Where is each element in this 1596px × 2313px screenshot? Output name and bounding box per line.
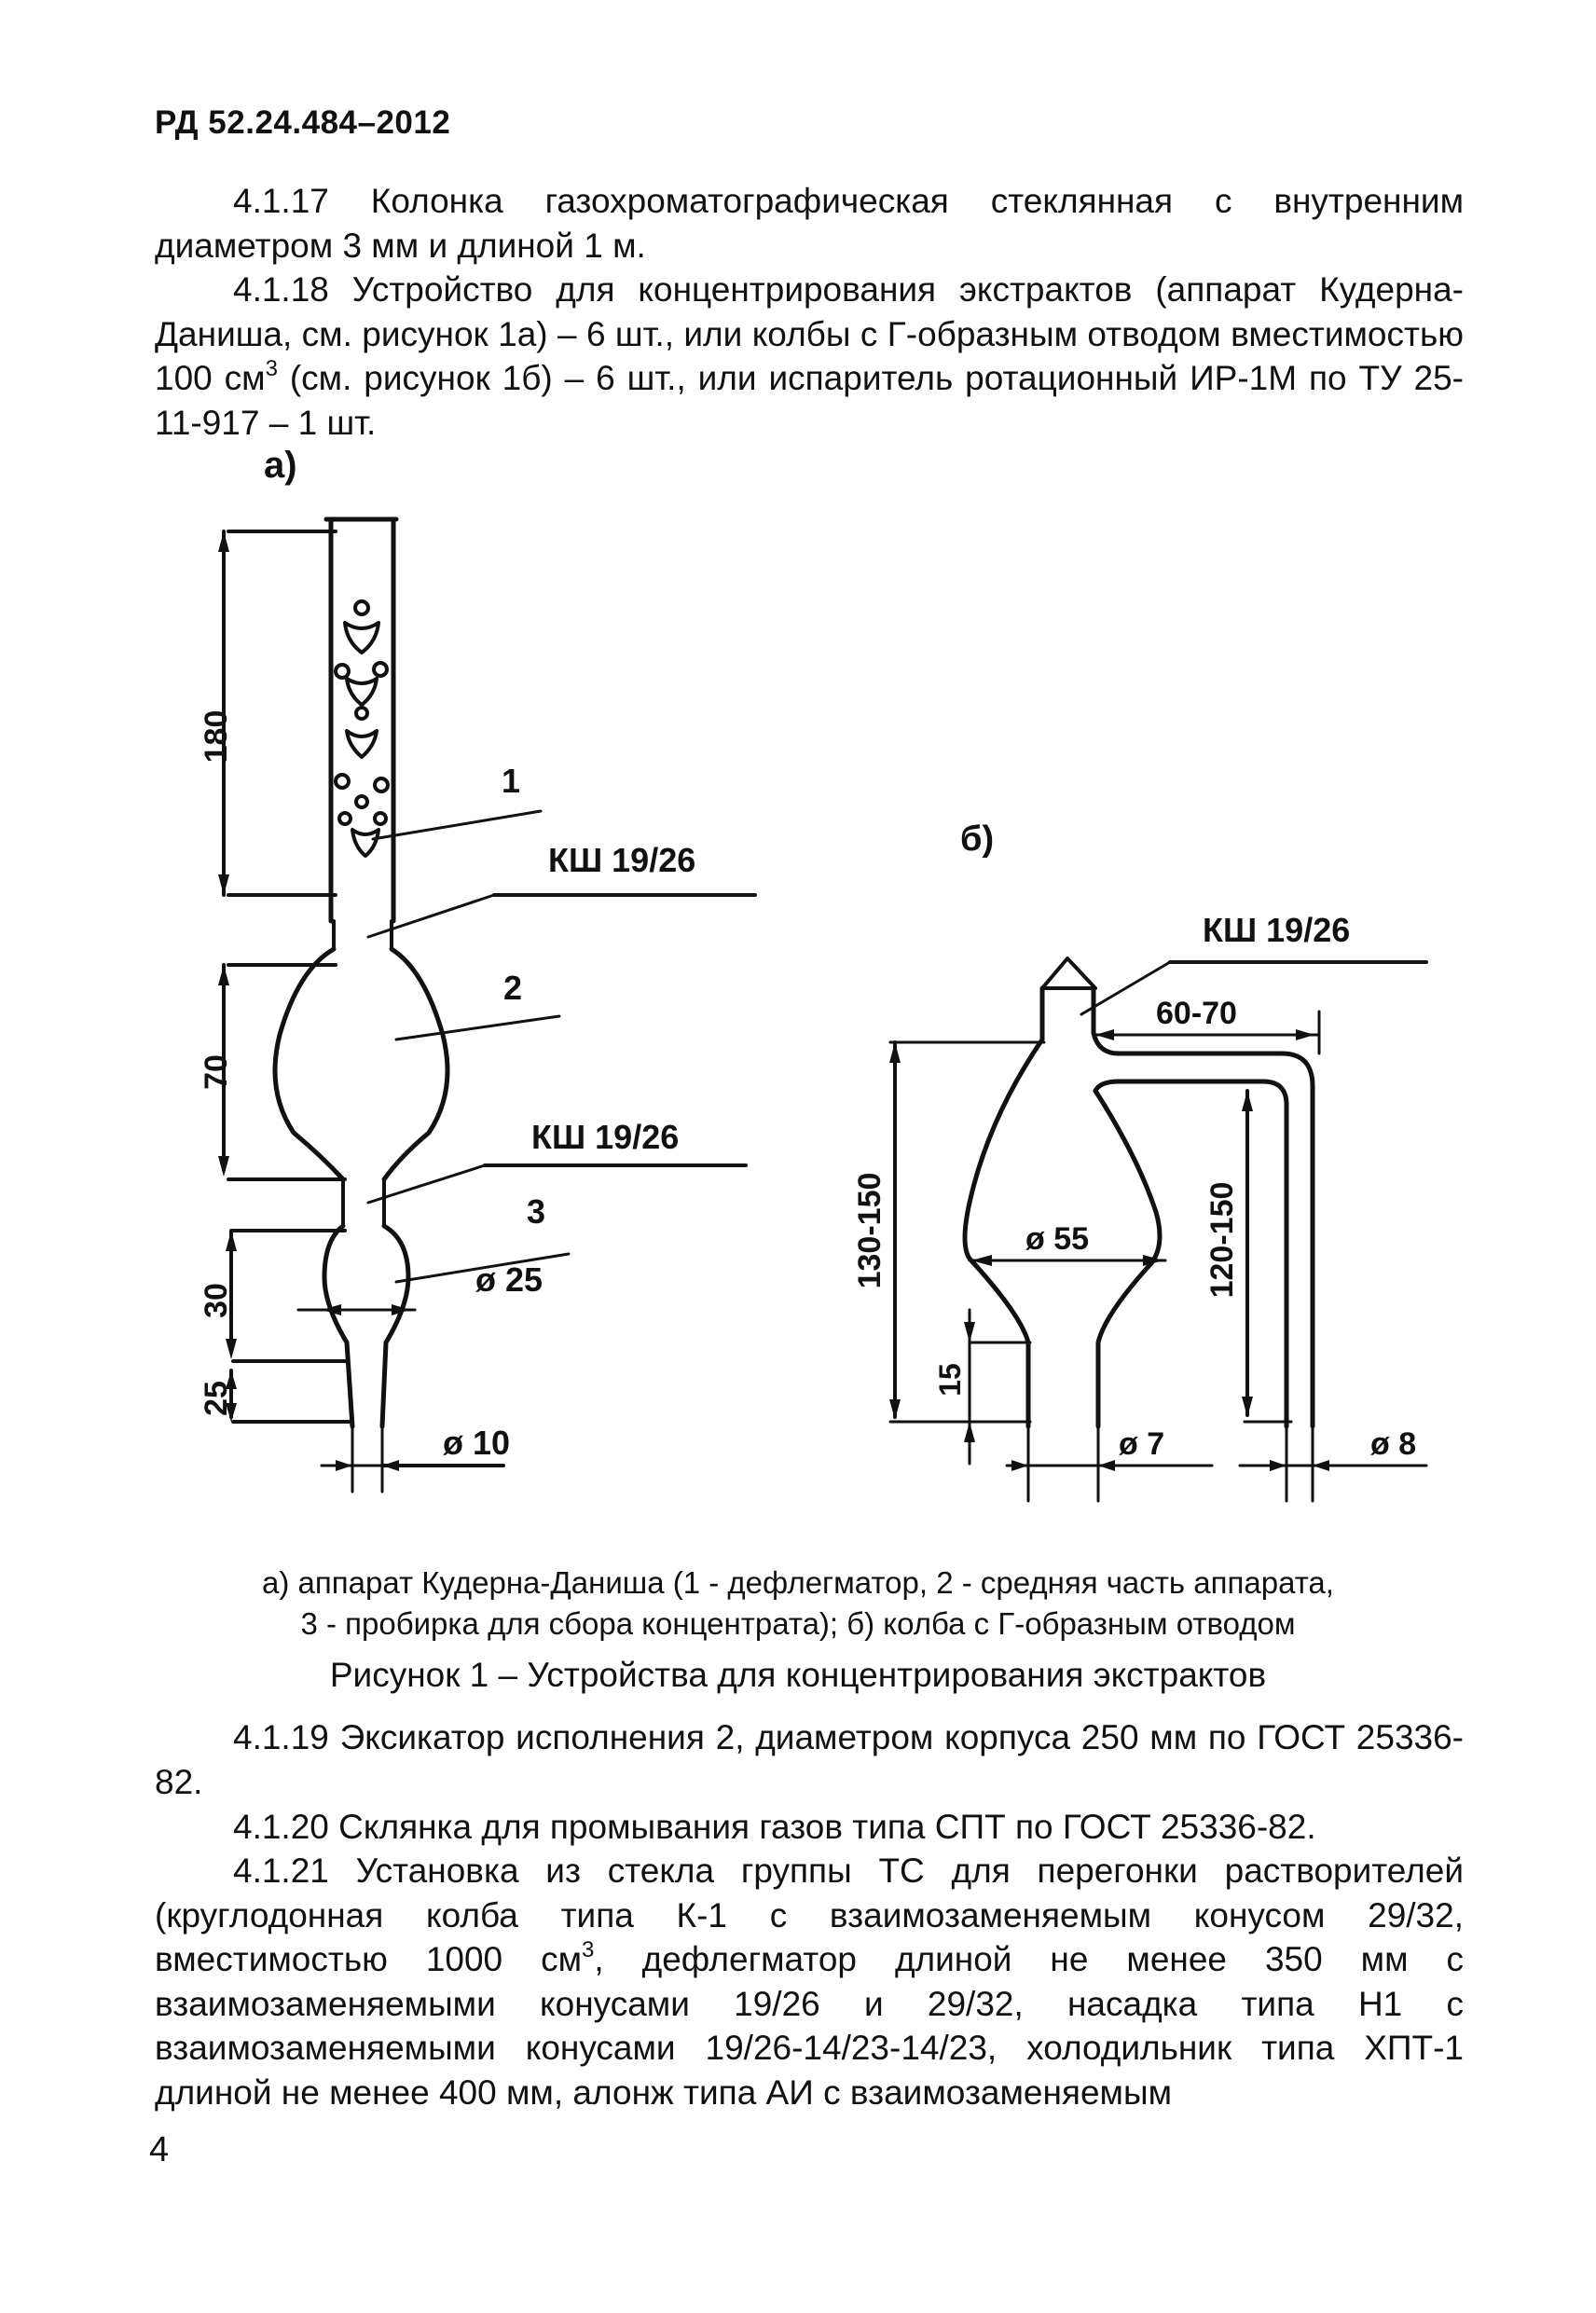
paragraph-number: 4.1.21	[233, 1852, 329, 1890]
diameter-7-label: ø 7	[1119, 1426, 1165, 1462]
dim-120-150: 120-150	[1204, 1181, 1240, 1299]
page-number: 4	[149, 2130, 170, 2169]
diameter-8-label: ø 8	[1370, 1426, 1417, 1462]
figure-label-b: б)	[960, 819, 995, 859]
dim-130-150: 130-150	[852, 1172, 887, 1289]
dim-180: 180	[199, 709, 234, 764]
paragraph-number: 4.1.19	[233, 1718, 329, 1756]
dim-60-70: 60-70	[1156, 996, 1237, 1031]
paragraph-number: 4.1.20	[233, 1808, 329, 1846]
callout-1: 1	[502, 762, 521, 800]
paragraph-4-1-21	[155, 1849, 1464, 2114]
joint-label-b: КШ 19/26	[1203, 911, 1351, 949]
paragraph-text: Склянка для промывания газов типа СПТ по ГОСТ 25336-82.	[338, 1808, 1316, 1846]
paragraph-text-cont: , дефлегматор длиной не менее 350 мм с взаимозаменяемыми конусами 19/26 и 29/32, насадка типа Н1 с взаимозаменяемыми конусами 19/26-14/23-14/23, холодильник типа ХПТ-1 длиной не менее 400 мм, алонж типа АИ с взаимозаменяемым	[155, 1940, 1464, 2112]
callout-3: 3	[527, 1192, 546, 1231]
diameter-55-label: ø 55	[1025, 1221, 1090, 1257]
diameter-25-label: ø 25	[475, 1260, 543, 1299]
paragraph-number: 4.1.17	[233, 182, 329, 220]
paragraph-text: Эксикатор исполнения 2, диаметром корпуса 250 мм по ГОСТ 25336-82.	[155, 1718, 1465, 1801]
paragraph-text-cont: (см. рисунок 1б) – 6 шт., или испаритель ротационный ИР-1М по ТУ 25-11-917 – 1 шт.	[155, 359, 1465, 442]
caption-line-1: а) аппарат Кудерна-Даниша (1 - дефлегматор, 2 - средняя часть аппарата,	[262, 1565, 1334, 1600]
callout-2: 2	[503, 969, 523, 1007]
diameter-10-label: ø 10	[443, 1424, 511, 1462]
paragraph-4-1-20	[155, 1805, 1464, 1850]
paragraph-number: 4.1.18	[233, 270, 329, 309]
document-header: РД 52.24.484–2012	[155, 104, 451, 141]
dim-25: 25	[199, 1381, 234, 1416]
dephlegmator-balls	[336, 601, 388, 856]
flask-with-side-arm	[889, 958, 1426, 1501]
dim-70: 70	[199, 1054, 234, 1090]
figure-caption	[0, 1563, 1596, 1645]
paragraph-4-1-19	[155, 1715, 1464, 1804]
figure-title: Рисунок 1 – Устройства для концентрирования экстрактов	[329, 1656, 1267, 1694]
paragraph-text: Колонка газохроматографическая стеклянная с внутренним диаметром 3 мм и длиной 1 м.	[155, 182, 1465, 265]
paragraph-text: Установка из стекла группы ТС для перегонки растворителей (круглодонная колба типа К-1 с взаимозаменяемым конусом 29/32, вместимостью 1000 см	[155, 1852, 1464, 1978]
dim-30: 30	[199, 1283, 234, 1318]
figure-label-a: а)	[264, 445, 297, 486]
dim-15: 15	[933, 1363, 967, 1397]
paragraph-text: Устройство для концентрирования экстрактов (аппарат Кудерна-Даниша, см. рисунок 1а) – 6 шт., или колбы с Г-образным отводом вместимостью 100 см	[155, 270, 1465, 397]
joint-label-lower: КШ 19/26	[531, 1118, 680, 1156]
caption-line-2: 3 - пробирка для сбора концентрата); б) колба с Г-образным отводом	[300, 1606, 1296, 1641]
kuderna-danish-apparatus	[218, 519, 755, 1492]
superscript: 3	[265, 356, 278, 381]
superscript: 3	[582, 1937, 595, 1962]
joint-label-upper: КШ 19/26	[548, 841, 696, 879]
